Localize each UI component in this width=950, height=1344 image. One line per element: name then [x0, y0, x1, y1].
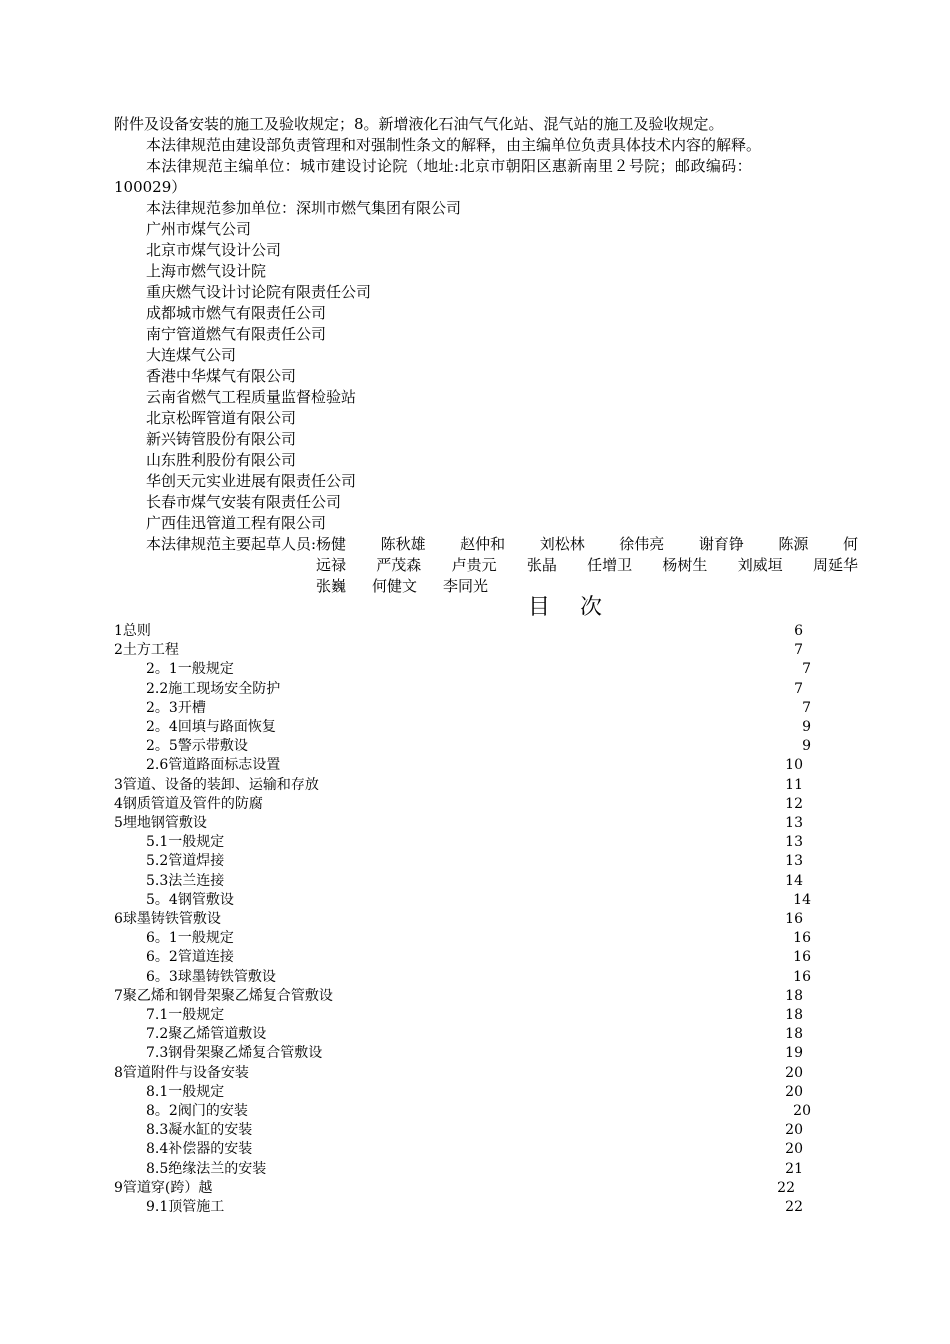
- participant-item: 大连煤气公司: [146, 346, 237, 364]
- toc-page-number: 6: [794, 623, 803, 639]
- participant-item: 云南省燃气工程质量监督检验站: [146, 388, 357, 406]
- toc-page-number: 9: [802, 738, 811, 755]
- toc-page-number: 14: [793, 891, 811, 908]
- toc-page-number: 16: [793, 968, 811, 985]
- toc-page-number: 16: [785, 911, 803, 927]
- toc-entry: 8.3凝水缸的安装: [146, 1122, 253, 1139]
- toc-page-number: 20: [785, 1141, 803, 1158]
- toc-page-number: 7: [802, 661, 811, 678]
- intro-line-1: 附件及设备安装的施工及验收规定；8。新增液化石油气气化站、混气站的施工及验收规定。: [114, 115, 724, 133]
- toc-page-number: 20: [785, 1064, 803, 1081]
- toc-page-number: 16: [793, 949, 811, 966]
- drafters-row-1: [146, 534, 858, 555]
- toc-entry: 5埋地钢管敷设: [114, 815, 207, 831]
- participant-item: 北京松晖管道有限公司: [146, 409, 297, 427]
- intro-line-3: [146, 156, 858, 177]
- toc-entry: 1总则: [114, 623, 151, 639]
- participant-item: 南宁管道燃气有限责任公司: [146, 325, 327, 343]
- drafter-name: 李同光: [443, 577, 489, 595]
- toc-entry: 7.1一般规定: [146, 1007, 225, 1023]
- toc-page-number: 19: [785, 1045, 803, 1062]
- toc-entry: 5.2管道焊接: [146, 853, 225, 870]
- toc-entry: 8。2阀门的安装: [146, 1103, 248, 1119]
- participant-item: 成都城市燃气有限责任公司: [146, 304, 327, 322]
- toc-page-number: 9: [802, 719, 811, 735]
- drafter-name: 赵仲和: [460, 535, 506, 553]
- toc-page-number: 10: [785, 757, 803, 774]
- toc-entry: 5.3法兰连接: [146, 872, 225, 889]
- intro-line-4: 100029）: [114, 178, 187, 196]
- toc-page-number: 7: [794, 642, 803, 659]
- toc-page-number: 18: [785, 1007, 803, 1023]
- toc-page-number: 11: [785, 776, 803, 793]
- toc-page-number: 18: [785, 987, 803, 1004]
- drafter-name: 周延华: [812, 556, 858, 574]
- toc-entry: 6。2管道连接: [146, 949, 234, 966]
- toc-page-number: 7: [802, 699, 811, 716]
- toc-page-number: 13: [785, 815, 803, 831]
- drafter-name: 张晶: [526, 556, 557, 574]
- drafter-name: 陈秋雄: [380, 535, 426, 553]
- toc-entry: 2土方工程: [114, 642, 179, 659]
- drafter-name: 严茂森: [376, 556, 422, 574]
- participant-item: 山东胜利股份有限公司: [146, 451, 297, 469]
- toc-entry: 4钢质管道及管件的防腐: [114, 795, 263, 812]
- toc-entry: 2。3开槽: [146, 699, 206, 716]
- toc-entry: 5.1一般规定: [146, 834, 225, 851]
- toc-page-number: 21: [785, 1160, 803, 1177]
- toc-entry: 2。4回填与路面恢复: [146, 719, 276, 735]
- drafter-name: 杨树生: [662, 556, 708, 574]
- toc-page-number: 13: [785, 834, 803, 851]
- drafters-row-3: [316, 576, 488, 597]
- toc-entry: 6。1一般规定: [146, 930, 234, 947]
- toc-entry: 2.6管道路面标志设置: [146, 757, 281, 774]
- toc-title: 目次: [528, 595, 633, 620]
- toc-entry: 3管道、设备的装卸、运输和存放: [114, 776, 319, 793]
- toc-page-number: 20: [793, 1103, 811, 1119]
- participant-item: 上海市燃气设计院: [146, 262, 267, 280]
- drafter-name: 何健文: [372, 577, 418, 595]
- toc-entry: 9管道穿(跨）越: [114, 1179, 213, 1196]
- toc-page-number: 18: [785, 1026, 803, 1043]
- toc-entry: 6球墨铸铁管敷设: [114, 911, 221, 927]
- participant-item: 香港中华煤气有限公司: [146, 367, 297, 385]
- drafter-name: 刘松林: [539, 535, 585, 553]
- toc-entry: 7.3钢骨架聚乙烯复合管敷设: [146, 1045, 323, 1062]
- drafter-name: 卢贵元: [451, 556, 497, 574]
- participant-item: 长春市煤气安装有限责任公司: [146, 493, 342, 511]
- toc-page-number: 14: [785, 872, 803, 889]
- participants-label: 本法律规范参加单位：深圳市燃气集团有限公司: [146, 199, 462, 217]
- drafter-name: 张巍: [316, 577, 347, 595]
- drafter-name: 何: [842, 535, 858, 553]
- toc-entry: 8.5绝缘法兰的安装: [146, 1160, 267, 1177]
- editor-unit-text: 本法律规范主编单位：城市建设讨论院（地址:北京市朝阳区惠新南里２号院；邮政编码：: [146, 157, 753, 175]
- drafter-name: 远禄: [316, 556, 347, 574]
- toc-entry: 7.2聚乙烯管道敷设: [146, 1026, 267, 1043]
- drafter-name: 任增卫: [587, 556, 633, 574]
- toc-page-number: 22: [777, 1179, 795, 1196]
- participant-item: 华创天元实业进展有限责任公司: [146, 472, 357, 490]
- toc-entry: 2.2施工现场安全防护: [146, 680, 281, 697]
- toc-page-number: 7: [794, 680, 803, 697]
- participant-item: 新兴铸管股份有限公司: [146, 430, 297, 448]
- toc-entry: 9.1顶管施工: [146, 1199, 225, 1215]
- participant-item: 北京市煤气设计公司: [146, 241, 282, 259]
- toc-entry: 5。4钢管敷设: [146, 891, 234, 908]
- toc-entry: 6。3球墨铸铁管敷设: [146, 968, 276, 985]
- toc-page-number: 20: [785, 1122, 803, 1139]
- toc-page-number: 12: [785, 795, 803, 812]
- intro-line-2: 本法律规范由建设部负责管理和对强制性条文的解释，由主编单位负责具体技术内容的解释。: [146, 136, 762, 154]
- toc-page-number: 16: [793, 930, 811, 947]
- participant-item: 广西佳迅管道工程有限公司: [146, 514, 327, 532]
- drafter-name: 本法律规范主要起草人员:杨健: [146, 535, 347, 553]
- toc-entry: 2。5警示带敷设: [146, 738, 248, 755]
- participant-item: 广州市煤气公司: [146, 220, 252, 238]
- toc-entry: 8.1一般规定: [146, 1083, 225, 1100]
- drafter-name: 徐伟亮: [619, 535, 665, 553]
- drafter-name: 谢育铮: [698, 535, 744, 553]
- toc-page-number: 22: [785, 1199, 803, 1215]
- toc-entry: 2。1一般规定: [146, 661, 234, 678]
- participant-item: 重庆燃气设计讨论院有限责任公司: [146, 283, 372, 301]
- toc-entry: 8管道附件与设备安装: [114, 1064, 249, 1081]
- drafter-name: 刘威垣: [737, 556, 783, 574]
- toc-page-number: 20: [785, 1083, 803, 1100]
- drafter-name: 陈源: [778, 535, 809, 553]
- drafters-row-2: [316, 555, 858, 576]
- toc-entry: 7聚乙烯和钢骨架聚乙烯复合管敷设: [114, 987, 333, 1004]
- toc-entry: 8.4补偿器的安装: [146, 1141, 253, 1158]
- toc-page-number: 13: [785, 853, 803, 870]
